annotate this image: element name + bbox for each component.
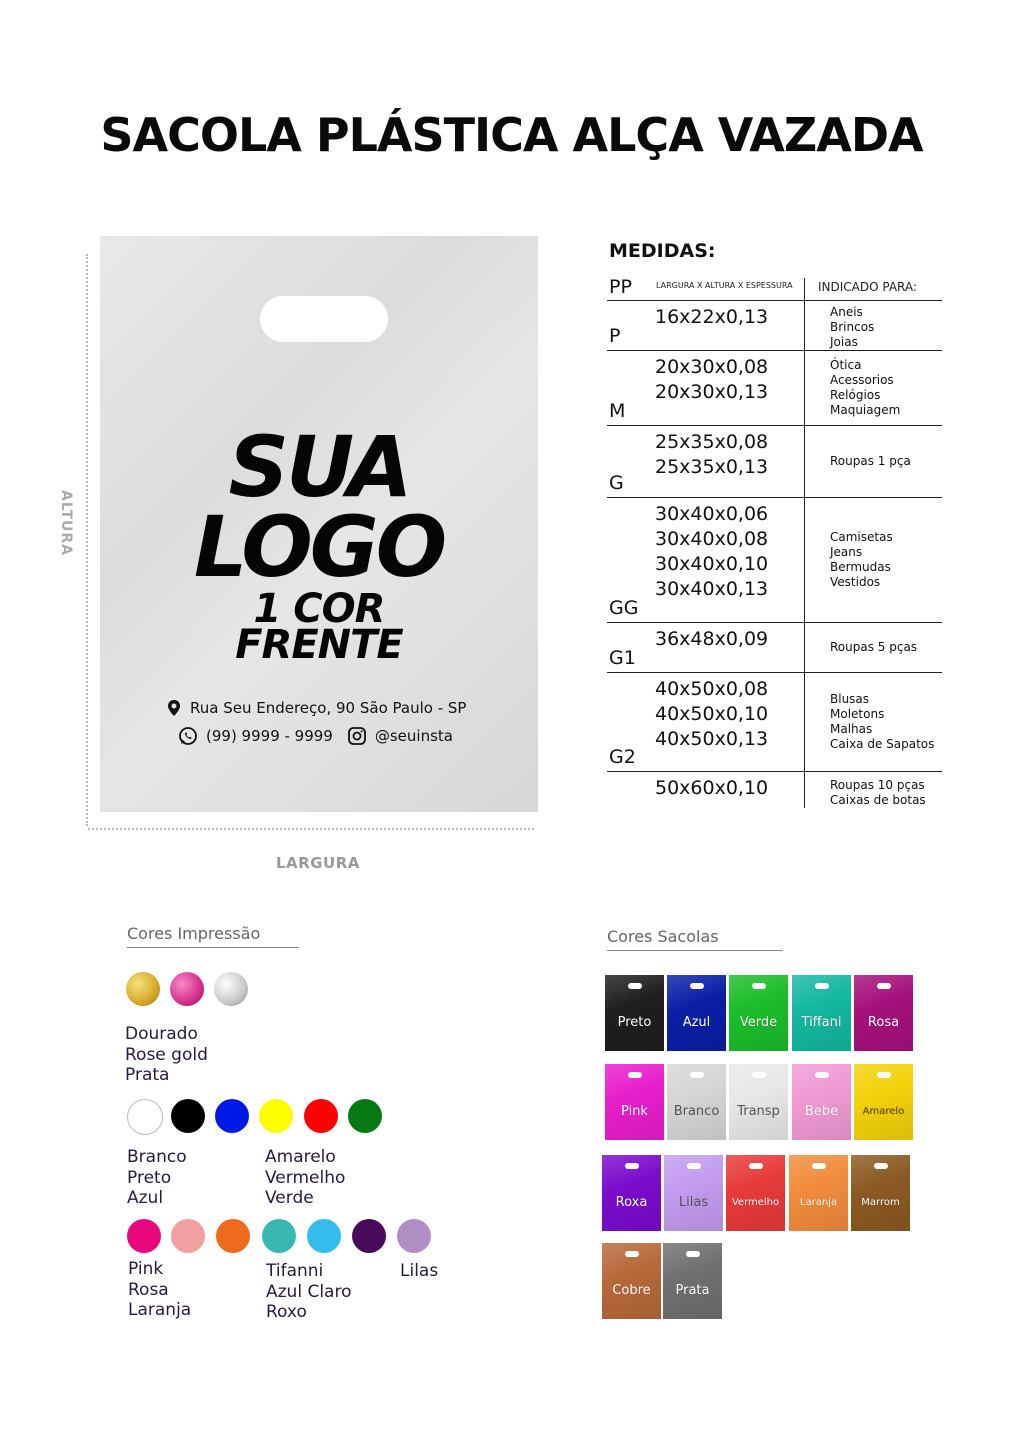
measure-values bbox=[655, 430, 768, 480]
use-item: Moletons bbox=[830, 706, 885, 721]
color-dot-laranja bbox=[216, 1219, 250, 1253]
measures-column-header: LARGURA X ALTURA X ESPESSURA bbox=[656, 281, 793, 290]
use-item: Relógios bbox=[830, 387, 881, 402]
basic-color-names-right bbox=[265, 1147, 345, 1209]
measure-value: 36x48x0,09 bbox=[655, 628, 769, 650]
bag-swatch-label: Lilas bbox=[678, 1194, 709, 1210]
measure-value: 30x40x0,06 bbox=[655, 503, 769, 525]
use-item: Acessorios bbox=[830, 372, 894, 387]
bag-swatch-handle bbox=[690, 983, 704, 989]
size-label: G1 bbox=[609, 647, 636, 669]
measure-value: 30x40x0,13 bbox=[655, 578, 769, 600]
color-name: Lilas bbox=[400, 1261, 439, 1281]
bag-swatch-handle bbox=[874, 1163, 888, 1169]
bag-swatch-azul bbox=[667, 975, 726, 1051]
logo-line-3: 1 COR bbox=[253, 586, 385, 632]
bag-contacts bbox=[178, 726, 453, 746]
color-name: Vermelho bbox=[265, 1167, 346, 1188]
metallic-color-names bbox=[125, 1024, 208, 1086]
color-dot-rosa bbox=[171, 1219, 205, 1253]
table-row-divider bbox=[607, 300, 942, 301]
phone-text: (99) 9999 - 9999 bbox=[206, 727, 333, 745]
bag-address bbox=[164, 698, 466, 718]
logo-line-2: LOGO bbox=[193, 498, 445, 596]
bag-swatch-tiffani bbox=[792, 975, 851, 1051]
whatsapp-icon bbox=[178, 726, 198, 746]
table-row-divider bbox=[607, 350, 942, 351]
use-item: Brincos bbox=[830, 320, 875, 334]
bag-swatch-label: Cobre bbox=[612, 1282, 651, 1298]
bag-colors-title: Cores Sacolas bbox=[607, 927, 783, 951]
bag-swatch-transp bbox=[729, 1064, 788, 1140]
bag-swatch-lilas bbox=[664, 1155, 723, 1231]
bag-swatch-roxa bbox=[602, 1155, 661, 1231]
bag-swatch-label: Roxa bbox=[615, 1194, 648, 1210]
measure-value: 20x30x0,13 bbox=[655, 381, 769, 403]
table-row-divider bbox=[607, 497, 942, 498]
use-item: Camisetas bbox=[830, 529, 893, 544]
size-label: PP bbox=[609, 276, 632, 298]
color-dot-rose-gold bbox=[170, 972, 204, 1006]
measure-values bbox=[655, 355, 768, 405]
measure-values bbox=[655, 627, 768, 652]
bag-swatch-handle bbox=[815, 983, 829, 989]
page-title: SACOLA PLÁSTICA ALÇA VAZADA bbox=[100, 108, 923, 162]
height-guide-line bbox=[86, 254, 88, 826]
print-colors-title: Cores Impressão bbox=[127, 924, 299, 948]
color-name: Prata bbox=[125, 1065, 170, 1085]
measure-value: 40x50x0,08 bbox=[655, 678, 769, 700]
bag-swatch-handle bbox=[628, 983, 642, 989]
color-name: Tifanni bbox=[266, 1261, 324, 1281]
color-dot-preto bbox=[171, 1099, 205, 1133]
instagram-text: @seuinsta bbox=[374, 727, 453, 745]
bag-swatch-branco bbox=[667, 1064, 726, 1140]
measure-values bbox=[655, 677, 768, 752]
use-item: Bermudas bbox=[830, 559, 891, 574]
bag-swatch-handle bbox=[877, 1072, 891, 1078]
bag-swatch-label: Laranja bbox=[799, 1196, 838, 1208]
use-item: Maquiagem bbox=[830, 402, 901, 417]
bag-swatch-label: Branco bbox=[673, 1103, 720, 1119]
bag-swatch-label: Rosa bbox=[867, 1014, 900, 1030]
color-dot-lilas bbox=[397, 1219, 431, 1253]
measure-value: 50x60x0,10 bbox=[655, 777, 769, 799]
bag-swatch-label: Prata bbox=[675, 1282, 710, 1298]
use-item: Aneis bbox=[830, 305, 863, 319]
bag-swatch-handle bbox=[877, 983, 891, 989]
color-dot-azul bbox=[215, 1099, 249, 1133]
use-list bbox=[830, 305, 874, 350]
size-label: GG bbox=[609, 597, 639, 619]
color-dot-amarelo bbox=[259, 1099, 293, 1133]
measure-value: 30x40x0,10 bbox=[655, 553, 769, 575]
bag-swatch-cobre bbox=[602, 1243, 661, 1319]
bag-swatch-handle bbox=[749, 1163, 763, 1169]
use-list bbox=[830, 640, 917, 655]
color-name: Pink bbox=[128, 1259, 164, 1279]
color-dot-vermelho bbox=[304, 1099, 338, 1133]
color-dot-prata bbox=[214, 972, 248, 1006]
bag-swatch-handle bbox=[686, 1251, 700, 1257]
color-name: Azul bbox=[127, 1188, 164, 1208]
use-list bbox=[830, 778, 926, 808]
bag-swatch-amarelo bbox=[854, 1064, 913, 1140]
color-name: Rose gold bbox=[125, 1044, 208, 1065]
use-item: Roupas 5 pças bbox=[830, 639, 918, 654]
bag-swatch-label: Pink bbox=[621, 1103, 648, 1119]
use-list bbox=[830, 530, 893, 590]
color-name: Roxo bbox=[266, 1302, 307, 1322]
table-row-divider bbox=[607, 425, 942, 426]
measure-value: 30x40x0,08 bbox=[655, 528, 769, 550]
width-label: LARGURA bbox=[276, 854, 360, 872]
measures-use-header: INDICADO PARA: bbox=[818, 280, 917, 294]
logo-line-4: FRENTE bbox=[235, 622, 403, 668]
bag-mockup bbox=[100, 236, 538, 812]
bag-swatch-verde bbox=[729, 975, 788, 1051]
size-label: G2 bbox=[609, 746, 636, 768]
size-label: P bbox=[609, 325, 621, 347]
logo-line-1: SUA bbox=[228, 418, 410, 516]
extra-color-names-left bbox=[128, 1259, 191, 1321]
bag-swatch-handle bbox=[815, 1072, 829, 1078]
map-pin-icon bbox=[164, 698, 184, 718]
bag-swatch-handle bbox=[628, 1072, 642, 1078]
bag-swatch-handle bbox=[752, 983, 766, 989]
bag-swatch-label: Amarelo bbox=[862, 1105, 905, 1117]
basic-color-names-left bbox=[127, 1147, 187, 1209]
use-item: Joias bbox=[830, 335, 858, 349]
use-item: Caixa de Sapatos bbox=[830, 736, 935, 751]
measures-title: MEDIDAS: bbox=[609, 240, 716, 262]
measure-value: 40x50x0,13 bbox=[655, 728, 769, 750]
use-list bbox=[830, 358, 900, 418]
size-label: M bbox=[609, 400, 626, 422]
color-name: Dourado bbox=[125, 1024, 198, 1044]
use-item: Ótica bbox=[830, 357, 862, 372]
bag-swatch-label: Marrom bbox=[861, 1196, 900, 1208]
extra-color-names-mid bbox=[266, 1261, 351, 1323]
color-name: Verde bbox=[265, 1188, 314, 1208]
height-label: ALTURA bbox=[58, 490, 74, 556]
measure-values bbox=[655, 502, 768, 602]
extra-color-names-right bbox=[400, 1261, 438, 1282]
use-item: Malhas bbox=[830, 721, 873, 736]
bag-swatch-laranja bbox=[789, 1155, 848, 1231]
bag-swatch-label: Bebe bbox=[804, 1103, 839, 1119]
measure-value: 25x35x0,08 bbox=[655, 431, 769, 453]
bag-swatch-label: Preto bbox=[617, 1014, 652, 1030]
color-dot-azul-claro bbox=[307, 1219, 341, 1253]
instagram-icon bbox=[347, 726, 367, 746]
bag-swatch-bebe bbox=[792, 1064, 851, 1140]
bag-swatch-handle bbox=[687, 1163, 701, 1169]
bag-swatch-label: Transp bbox=[737, 1103, 780, 1119]
use-item: Roupas 1 pça bbox=[830, 453, 911, 468]
color-name: Amarelo bbox=[265, 1147, 336, 1167]
table-column-divider bbox=[804, 278, 805, 808]
bag-swatch-vermelho bbox=[726, 1155, 785, 1231]
bag-swatch-prata bbox=[663, 1243, 722, 1319]
color-dot-verde bbox=[348, 1099, 382, 1133]
use-item: Vestidos bbox=[830, 574, 881, 589]
size-label: G bbox=[609, 472, 624, 494]
bag-swatch-marrom bbox=[851, 1155, 910, 1231]
bag-swatch-label: Tiffani bbox=[801, 1014, 842, 1030]
bag-swatch-pink bbox=[605, 1064, 664, 1140]
color-name: Rosa bbox=[128, 1279, 169, 1300]
measure-value: 25x35x0,13 bbox=[655, 456, 769, 478]
measure-value: 20x30x0,08 bbox=[655, 356, 769, 378]
color-dot-branco bbox=[127, 1099, 163, 1135]
color-dot-tifanni bbox=[262, 1219, 296, 1253]
bag-swatch-label: Vermelho bbox=[731, 1196, 780, 1208]
bag-swatch-rosa bbox=[854, 975, 913, 1051]
table-row-divider bbox=[607, 672, 942, 673]
color-name: Branco bbox=[127, 1147, 187, 1167]
bag-swatch-preto bbox=[605, 975, 664, 1051]
bag-swatch-handle bbox=[812, 1163, 826, 1169]
bag-swatch-handle bbox=[690, 1072, 704, 1078]
measure-values bbox=[655, 776, 768, 801]
bag-handle-cutout bbox=[260, 296, 388, 342]
bag-swatch-handle bbox=[625, 1163, 639, 1169]
color-dot-pink bbox=[127, 1219, 161, 1253]
color-name: Preto bbox=[127, 1167, 172, 1188]
use-item: Jeans bbox=[830, 544, 863, 559]
color-dot-dourado bbox=[126, 972, 160, 1006]
color-name: Azul Claro bbox=[266, 1281, 352, 1302]
use-item: Caixas de botas bbox=[830, 793, 926, 807]
use-item: Blusas bbox=[830, 691, 870, 706]
bag-swatch-handle bbox=[752, 1072, 766, 1078]
bag-swatch-label: Azul bbox=[682, 1014, 711, 1030]
measure-values bbox=[655, 305, 768, 330]
address-text: Rua Seu Endereço, 90 São Paulo - SP bbox=[190, 699, 467, 717]
color-name: Laranja bbox=[128, 1300, 192, 1320]
table-row-divider bbox=[607, 622, 942, 623]
use-item: Roupas 10 pças bbox=[830, 778, 925, 792]
table-row-divider bbox=[607, 771, 942, 772]
bag-swatch-label: Verde bbox=[739, 1014, 778, 1030]
width-guide-line bbox=[88, 828, 534, 830]
use-list bbox=[830, 454, 911, 469]
use-list bbox=[830, 692, 934, 752]
color-dot-roxo bbox=[352, 1219, 386, 1253]
bag-swatch-handle bbox=[625, 1251, 639, 1257]
measure-value: 40x50x0,10 bbox=[655, 703, 769, 725]
measure-value: 16x22x0,13 bbox=[655, 306, 769, 328]
